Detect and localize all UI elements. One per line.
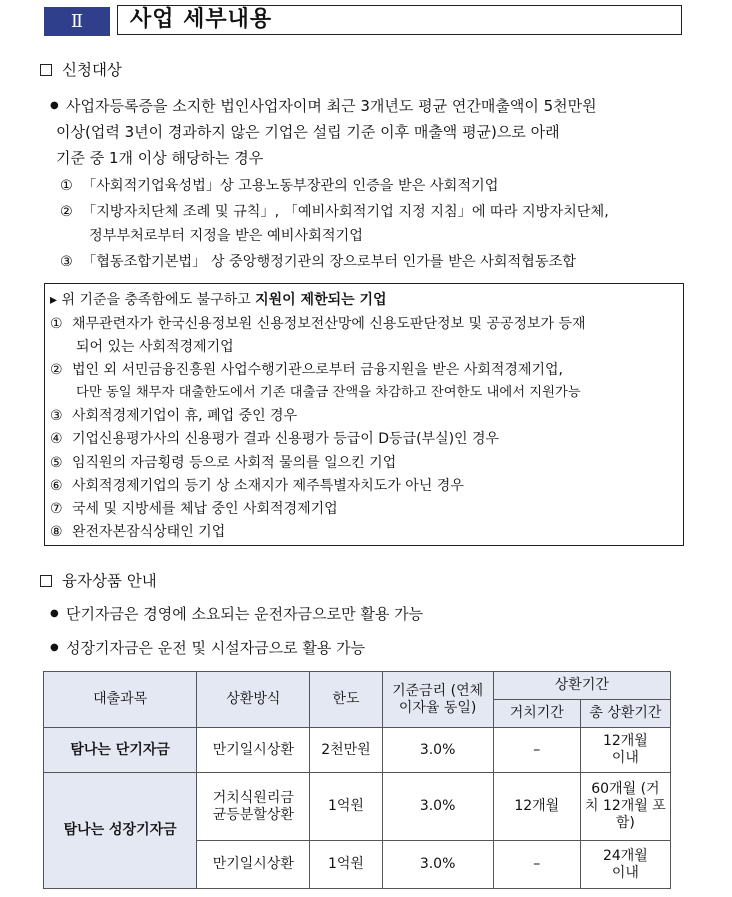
- eligibility-intro-line-2: 이상(업력 3년이 경과하지 않은 기업은 설립 기준 이후 매출액 평균)으로 아래: [56, 123, 560, 141]
- row-method: 만기일시상환: [197, 728, 310, 773]
- eligibility-item-2: ② 「지방자치단체 조례 및 규칙」, 「예비사회적기업 지정 지침」에 따라 지방자치단체,: [60, 204, 609, 220]
- products-bullet-1: ● 단기자금은 경영에 소요되는 운전자금으로만 활용 가능: [66, 604, 423, 624]
- table-row: [44, 773, 671, 841]
- row-limit: 2천만원: [310, 728, 382, 773]
- row-method: 만기일시상환: [197, 841, 310, 889]
- checkbox-square-icon: [40, 64, 52, 76]
- header-method: 상환방식: [197, 672, 310, 728]
- row-rate: 3.0%: [382, 841, 493, 889]
- header-product: 대출과목: [44, 672, 197, 728]
- eligibility-heading: 신청대상: [40, 60, 122, 80]
- eligibility-intro-line-1: ● 사업자등록증을 소지한 법인사업자이며 최근 3개년도 평균 연간매출액이 5천만원: [66, 96, 597, 116]
- header-term-group: 상환기간: [493, 672, 670, 700]
- eligibility-intro-line-3: 기준 중 1개 이상 해당하는 경우: [56, 149, 264, 167]
- header-rate: 기준금리 (연체이자율 동일): [382, 672, 493, 728]
- restrictions-title: ▸ 위 기준을 충족함에도 불구하고 지원이 제한되는 기업: [50, 292, 387, 308]
- loan-products-table: [43, 671, 671, 889]
- row-grace: –: [493, 841, 580, 889]
- restriction-item-1-cont: 되어 있는 사회적경제기업: [76, 339, 234, 355]
- header-limit: 한도: [310, 672, 382, 728]
- row-limit: 1억원: [310, 773, 382, 841]
- restriction-item-2: ② 법인 외 서민금융진흥원 사업수행기관으로부터 금융지원을 받은 사회적경제기업,: [50, 362, 563, 378]
- restriction-item-3: ③ 사회적경제기업이 휴, 폐업 중인 경우: [50, 408, 298, 424]
- row-grace: 12개월: [493, 773, 580, 841]
- row-method: 거치식원리금 균등분할상환: [197, 773, 310, 841]
- row-rate: 3.0%: [382, 728, 493, 773]
- row-limit: 1억원: [310, 841, 382, 889]
- restriction-item-6: ⑥ 사회적경제기업의 등기 상 소재지가 제주특별자치도가 아닌 경우: [50, 478, 464, 494]
- row-product: 탐나는 성장기자금: [44, 773, 197, 889]
- restriction-item-5: ⑤ 임직원의 자금횡령 등으로 사회적 물의를 일으킨 기업: [50, 455, 397, 471]
- row-total: 12개월 이내: [580, 728, 670, 773]
- eligibility-item-1: ① 「사회적기업육성법」상 고용노동부장관의 인증을 받은 사회적기업: [60, 178, 499, 194]
- restriction-item-1: ① 채무관련자가 한국신용정보원 신용정보전산망에 신용도판단정보 및 공공정보가 등재: [50, 316, 586, 332]
- section-title: 사업 세부내용: [130, 7, 273, 32]
- row-total: 24개월 이내: [580, 841, 670, 889]
- eligibility-item-2-cont: 정부부처로부터 지정을 받은 예비사회적기업: [89, 228, 363, 244]
- row-product: 탐나는 단기자금: [44, 728, 197, 773]
- header-total: 총 상환기간: [580, 700, 670, 728]
- restriction-item-4: ④ 기업신용평가사의 신용평가 결과 신용평가 등급이 D등급(부실)인 경우: [50, 431, 500, 447]
- restriction-item-8: ⑧ 완전자본잠식상태인 기업: [50, 524, 226, 540]
- row-total: 60개월 (거치 12개월 포함): [580, 773, 670, 841]
- section-number: Ⅱ: [44, 7, 110, 36]
- row-grace: –: [493, 728, 580, 773]
- header-grace: 거치기간: [493, 700, 580, 728]
- table-row: [44, 728, 671, 773]
- checkbox-square-icon: [40, 575, 52, 587]
- row-rate: 3.0%: [382, 773, 493, 841]
- restriction-item-2-cont: 다만 동일 채무자 대출한도에서 기존 대출금 잔액을 차감하고 잔여한도 내에서 지원가능: [76, 385, 581, 400]
- products-bullet-2: ● 성장기자금은 운전 및 시설자금으로 활용 가능: [66, 638, 365, 658]
- restriction-item-7: ⑦ 국세 및 지방세를 체납 중인 사회적경제기업: [50, 501, 338, 517]
- products-heading: 융자상품 안내: [40, 571, 157, 591]
- eligibility-item-3: ③ 「협동조합기본법」 상 중앙행정기관의 장으로부터 인가를 받은 사회적협동조합: [60, 254, 577, 270]
